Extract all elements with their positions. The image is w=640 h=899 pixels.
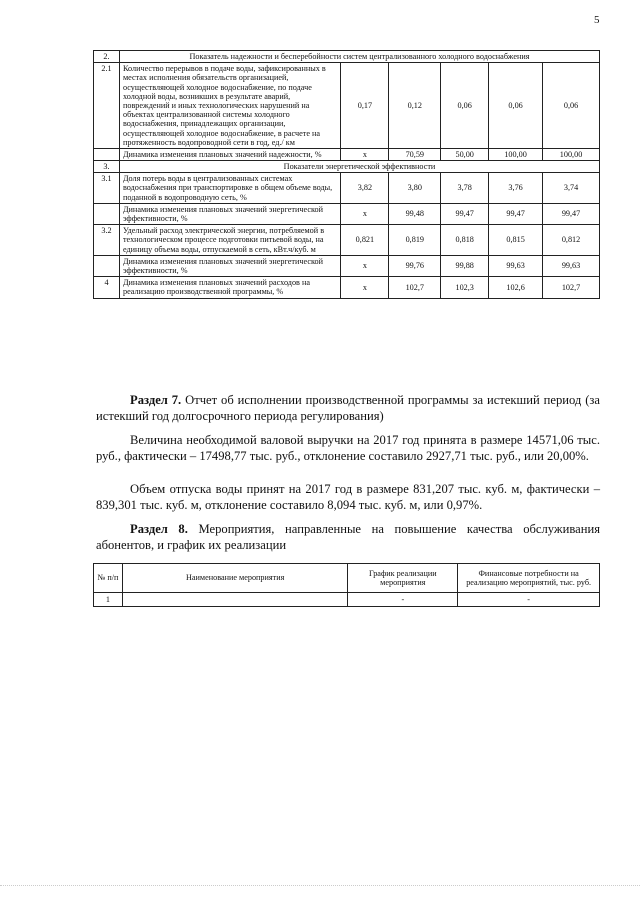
column-header: Наименование мероприятия bbox=[122, 564, 347, 593]
indicator-value: 0,12 bbox=[389, 63, 441, 149]
indicator-value: 102,3 bbox=[441, 277, 489, 298]
header-row bbox=[94, 564, 600, 593]
section7-heading: Раздел 7. Отчет об исполнении производственной программы за истекший период (за истекший год долгосрочного периода регулирования) bbox=[96, 393, 600, 424]
section8-heading: Раздел 8. Мероприятия, направленные на повышение качества обслуживания абонентов, и график их реализации bbox=[96, 522, 600, 553]
indicator-value: 102,7 bbox=[543, 277, 600, 298]
indicator-value: 0,17 bbox=[341, 63, 389, 149]
row-number: 2. bbox=[94, 51, 120, 63]
section-title: Показатель надежности и бесперебойности систем централизованного холодного водоснабжения bbox=[119, 51, 599, 63]
indicator-value: 99,47 bbox=[489, 203, 543, 224]
table-row bbox=[94, 277, 600, 298]
indicator-value: 3,76 bbox=[489, 173, 543, 204]
table-cell bbox=[122, 593, 347, 607]
indicator-value: 100,00 bbox=[543, 148, 600, 160]
indicator-value: 50,00 bbox=[441, 148, 489, 160]
table-row bbox=[94, 593, 600, 607]
indicator-value: 0,06 bbox=[489, 63, 543, 149]
indicator-value: 3,82 bbox=[341, 173, 389, 204]
indicator-value: 3,80 bbox=[389, 173, 441, 204]
column-header: № п/п bbox=[94, 564, 123, 593]
section7-para1: Величина необходимой валовой выручки на 2017 год принята в размере 14571,06 тыс. руб., фактически – 17498,77 тыс. руб., отклонение составило 2927,71 тыс. руб., или 20,00%. bbox=[96, 433, 600, 464]
page-bottom-line bbox=[0, 885, 640, 886]
indicator-value: 99,48 bbox=[389, 203, 441, 224]
indicator-value: 102,7 bbox=[389, 277, 441, 298]
indicator-value: х bbox=[341, 255, 389, 276]
column-header: График реализации мероприятия bbox=[348, 564, 458, 593]
indicator-value: 99,88 bbox=[441, 255, 489, 276]
indicator-value: 99,63 bbox=[489, 255, 543, 276]
indicator-value: 0,821 bbox=[341, 225, 389, 256]
indicator-value: 70,59 bbox=[389, 148, 441, 160]
indicator-value: 3,74 bbox=[543, 173, 600, 204]
section-row bbox=[94, 161, 600, 173]
table-row bbox=[94, 63, 600, 149]
row-number bbox=[94, 148, 120, 160]
indicator-value: 0,06 bbox=[543, 63, 600, 149]
table-row bbox=[94, 148, 600, 160]
row-number bbox=[94, 203, 120, 224]
indicator-value: х bbox=[341, 277, 389, 298]
indicator-value: 99,63 bbox=[543, 255, 600, 276]
indicator-value: 0,818 bbox=[441, 225, 489, 256]
indicator-value: 99,47 bbox=[441, 203, 489, 224]
indicator-label: Доля потерь воды в централизованных системах водоснабжения при транспортировке в общем объеме воды, поданной в водопроводную сеть, % bbox=[119, 173, 340, 204]
indicator-value: 99,47 bbox=[543, 203, 600, 224]
table-row bbox=[94, 255, 600, 276]
indicator-value: 99,76 bbox=[389, 255, 441, 276]
row-number: 2.1 bbox=[94, 63, 120, 149]
indicator-label: Количество перерывов в подаче воды, зафиксированных в местах исполнения обязательств организацией, осуществляющей холодное водоснабжение, по подаче холодной воды, возникших в результате аварий, повреждений и иных технологических нарушений на объектах централизованной системы холодного водоснабжения, принадлежащих организации, осуществляющей холодное водоснабжение, в расчете на протяженность водопроводной сети в год, ед./ км bbox=[119, 63, 340, 149]
indicator-label: Динамика изменения плановых значений расходов на реализацию производственной программы, % bbox=[119, 277, 340, 298]
row-number: 3.2 bbox=[94, 225, 120, 256]
indicator-value: 0,819 bbox=[389, 225, 441, 256]
indicator-label: Динамика изменения плановых значений энергетической эффективности, % bbox=[119, 255, 340, 276]
row-number: 3.1 bbox=[94, 173, 120, 204]
indicator-label: Удельный расход электрической энергии, потребляемой в технологическом процессе подготовки питьевой воды, на единицу объема воды, отпускаемой в сеть, кВт.ч/куб. м bbox=[119, 225, 340, 256]
row-number bbox=[94, 255, 120, 276]
indicator-value: х bbox=[341, 148, 389, 160]
indicator-label: Динамика изменения плановых значений надежности, % bbox=[119, 148, 340, 160]
table-cell: - bbox=[348, 593, 458, 607]
indicator-label: Динамика изменения плановых значений энергетической эффективности, % bbox=[119, 203, 340, 224]
indicator-value: х bbox=[341, 203, 389, 224]
table-row bbox=[94, 173, 600, 204]
indicator-value: 0,812 bbox=[543, 225, 600, 256]
table-cell: - bbox=[458, 593, 600, 607]
indicator-value: 3,78 bbox=[441, 173, 489, 204]
table-row bbox=[94, 203, 600, 224]
indicator-value: 0,815 bbox=[489, 225, 543, 256]
section7-para2: Объем отпуска воды принят на 2017 год в размере 831,207 тыс. куб. м, фактически – 839,301 тыс. куб. м, отклонение составило 8,094 тыс. куб. м, или 0,97%. bbox=[96, 482, 600, 513]
measures-table bbox=[93, 563, 600, 607]
indicator-value: 102,6 bbox=[489, 277, 543, 298]
table-cell: 1 bbox=[94, 593, 123, 607]
section-row bbox=[94, 51, 600, 63]
table-row bbox=[94, 225, 600, 256]
column-header: Финансовые потребности на реализацию мероприятий, тыс. руб. bbox=[458, 564, 600, 593]
indicators-table bbox=[93, 50, 600, 299]
page-number: 5 bbox=[594, 14, 600, 26]
row-number: 4 bbox=[94, 277, 120, 298]
row-number: 3. bbox=[94, 161, 120, 173]
section-title: Показатели энергетической эффективности bbox=[119, 161, 599, 173]
indicator-value: 0,06 bbox=[441, 63, 489, 149]
indicator-value: 100,00 bbox=[489, 148, 543, 160]
